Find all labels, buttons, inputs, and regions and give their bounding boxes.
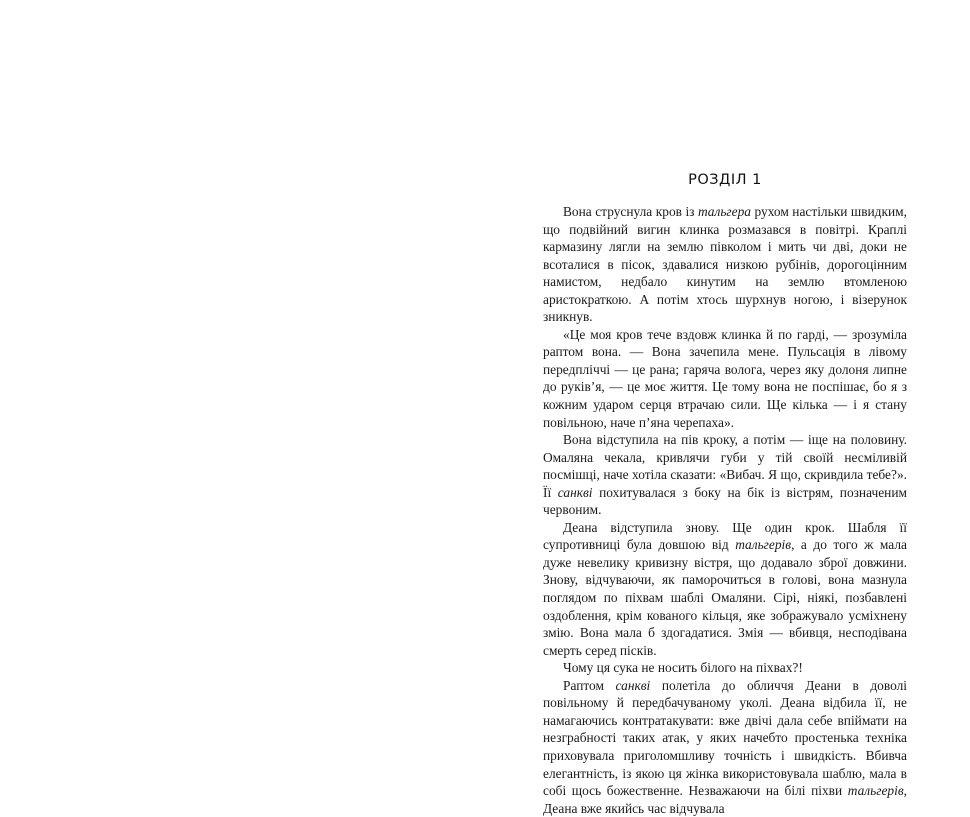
paragraph xyxy=(543,677,907,817)
text-run: «Це моя кров тече вздовж клинка й по гарді, — зрозуміла раптом вона. — Вона зачепила мене. Пульсація в лівому передпліччі — це рана; гаряча волога, через яку долоня липне до руків’я, — це моє життя. Це тому вона не поспішає, бо я з кожним ударом серця втрачаю сили. Ще кілька — і я стану повільною, наче п’яна черепаха». xyxy=(543,326,907,430)
text-run: Вона струснула кров із xyxy=(563,204,698,219)
text-run: , Деана вже якийсь час відчувала xyxy=(543,783,907,816)
text-run: полетіла до обличчя Деани в доволі повільному й передбачуваному уколі. Деана відбила її, не намагаючись контратакувати: вже двічі дала себе впіймати на незграбності таких атак, у яких начебто простенька техніка приховувала приголомшливу точність і швидкість. Вбивча елегантність, із якою ця жінка використовувала шаблю, мала в собі щось божественне. Незважаючи на білі піхви xyxy=(543,677,907,799)
paragraph xyxy=(543,203,907,326)
text-run: Раптом xyxy=(563,677,616,693)
paragraph xyxy=(543,519,907,659)
chapter-title: РОЗДІЛ 1 xyxy=(688,172,762,188)
italic-term: тальгерів xyxy=(735,537,792,553)
text-run: , а до того ж мала дуже невелику кривизну вістря, що додавало зброї довжини. Знову, відчуваючи, як паморочиться в голові, вона мазнула поглядом по піхвам шаблі Омаляни. Сірі, ніякі, позбавлені оздоблення, крім кованого кільця, яке зображувало усміхнену змію. Вона мала б здогадатися. Змія — вбивця, несподівана смерть серед пісків. xyxy=(543,537,907,658)
paragraph xyxy=(543,431,907,519)
paragraph xyxy=(543,326,907,431)
italic-term: тальгерів xyxy=(847,783,904,799)
text-run: похитувалася з боку на бік із вістрям, позначеним червоним. xyxy=(543,484,907,518)
text-run: Вона відступила на пів кроку, а потім — іще на половину. Омаляна чекала, кривлячи губи у тій своїй несміливій посмішці, наче хотіла сказати: «Вибач. Я що, скривдила тебе?». Її xyxy=(543,432,907,500)
chapter-body xyxy=(543,203,907,817)
italic-term: тальгера xyxy=(697,204,751,219)
text-run: Чому ця сука не носить білого на піхвах?! xyxy=(563,660,803,676)
text-run: рухом настільки швидким, що подвійний вигин клинка розмазався в повітрі. Краплі кармазину лягли на землю півколом і мить чи дві, доки не всоталися в пісок, здавалися низкою рубінів, дорогоцінним намистом, недбало кинутим на землю втомленою аристократкою. А потім хтось шурхнув ногою, і візерунок зникнув. xyxy=(543,204,907,325)
paragraph xyxy=(543,659,907,677)
italic-term: санкві xyxy=(557,484,593,500)
text-run: Деана відступила знову. Ще один крок. Шабля її супротивниці була довшою від xyxy=(543,519,907,553)
italic-term: санкві xyxy=(615,677,651,693)
